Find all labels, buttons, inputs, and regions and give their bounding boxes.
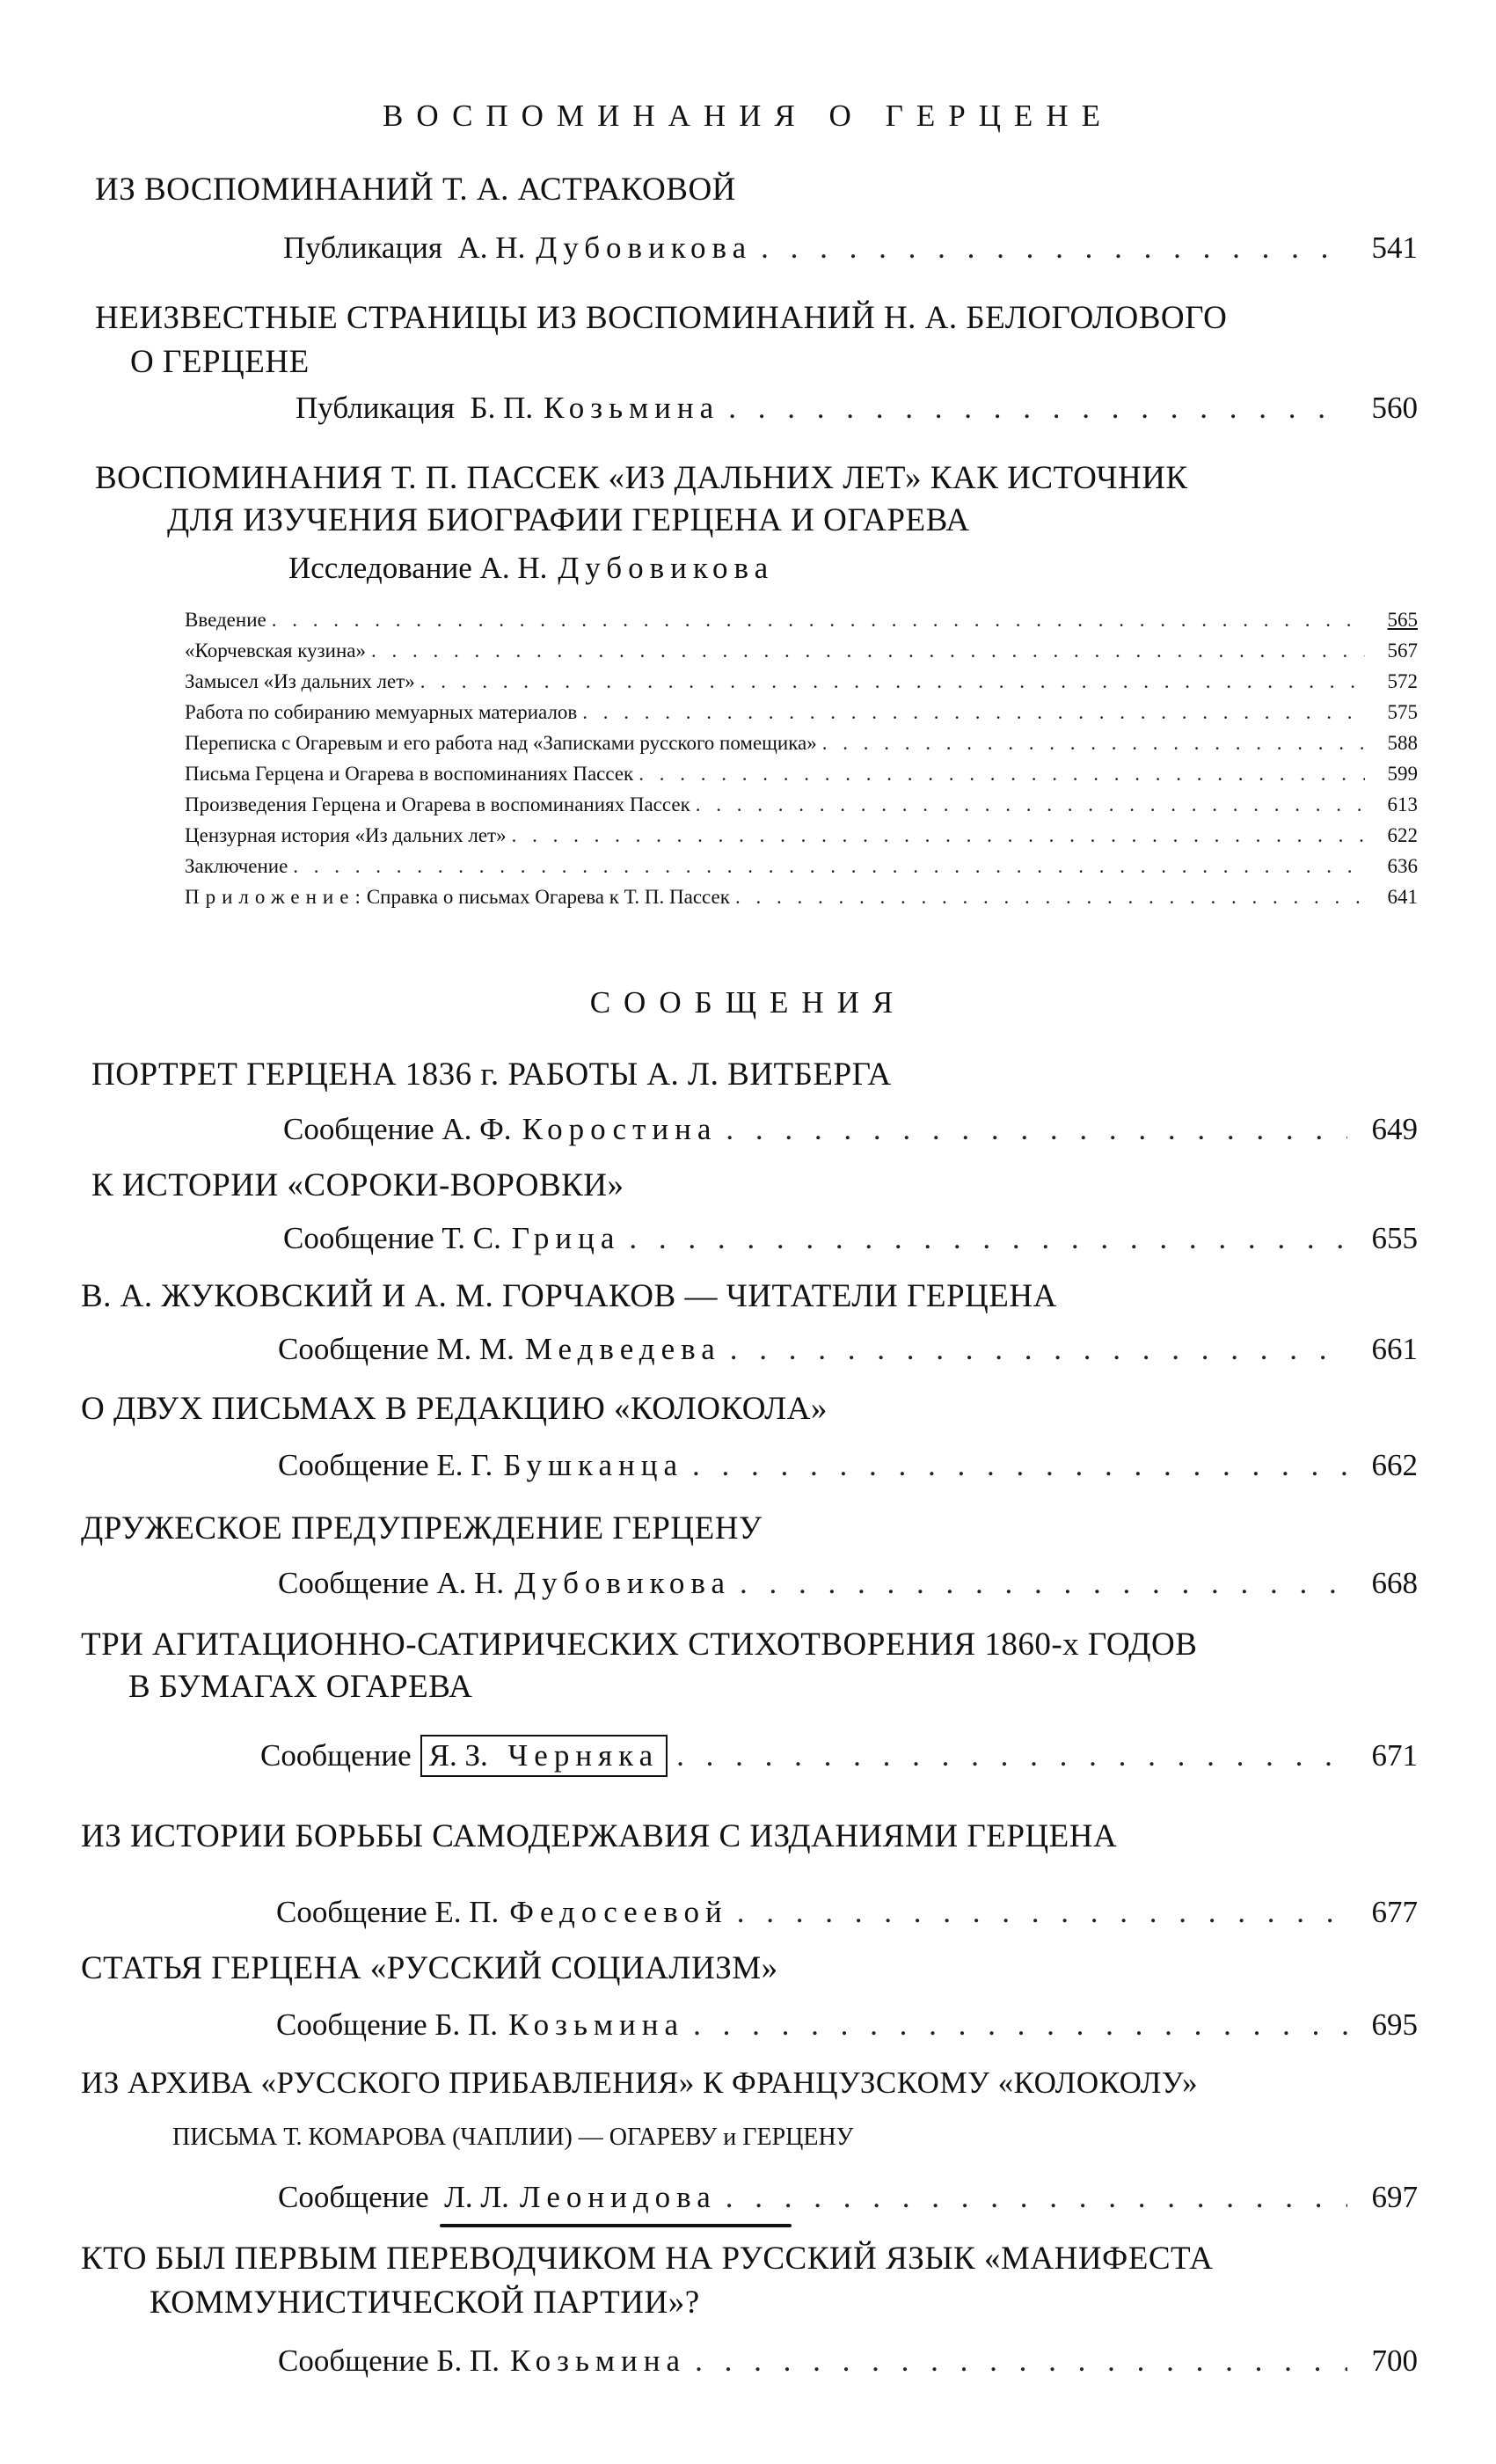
entry-author: Козьмина: [508, 2007, 685, 2042]
toc-item: [185, 732, 1418, 755]
entry-label: Сообщение Е. Г.: [278, 1448, 493, 1482]
dot-leader: [719, 391, 1347, 426]
entry-line: [276, 1895, 1418, 1930]
section-heading-messages: СООБЩЕНИЯ: [589, 985, 907, 1020]
dot-leader: [752, 230, 1347, 266]
page-number: 668: [1371, 1566, 1418, 1600]
toc-label: Письма Герцена и Огарева в воспоминаниях Пассек: [185, 763, 634, 785]
section-heading-memoirs: ВОСПОМИНАНИЯ О ГЕРЦЕНЕ: [383, 99, 1113, 133]
dot-leader: [577, 701, 1365, 724]
entry-author: Леонидова: [519, 2180, 717, 2214]
entry-title: О ДВУХ ПИСЬМАХ В РЕДАКЦИЮ «КОЛОКОЛА»: [81, 1391, 828, 1427]
dot-leader: [683, 1448, 1347, 1483]
toc-label: Справка о письмах Огарева к Т. П. Пассек: [366, 886, 730, 908]
entry-author: Дубовикова: [536, 230, 753, 265]
toc-item: [185, 824, 1418, 847]
dot-leader: [684, 2007, 1347, 2043]
dot-leader: [817, 732, 1365, 755]
entry-line: [296, 391, 1418, 426]
toc-page: 588: [1387, 732, 1418, 754]
entry-label: Сообщение Т. С.: [283, 1221, 501, 1255]
toc-item: [185, 701, 1418, 724]
dot-leader: [507, 824, 1365, 847]
entry-title: ТРИ АГИТАЦИОННО-САТИРИЧЕСКИХ СТИХОТВОРЕНИЯ 1860-х ГОДОВ: [81, 1627, 1198, 1663]
dot-leader: [668, 1738, 1347, 1773]
entry-line: [278, 2180, 1418, 2215]
toc-item: [185, 670, 1418, 693]
dot-leader: [620, 1221, 1347, 1256]
toc-page: 599: [1387, 763, 1418, 785]
hand-underline: [440, 2224, 792, 2227]
entry-title-cont: КОММУНИСТИЧЕСКОЙ ПАРТИИ»?: [150, 2285, 700, 2321]
entry-label: Сообщение А. Ф.: [283, 1112, 512, 1146]
toc-page: 622: [1387, 824, 1418, 846]
entry-author: Черняка: [507, 1738, 660, 1773]
entry-label: Публикация Б. П.: [296, 391, 534, 425]
entry-line: [288, 551, 774, 586]
toc-item: [185, 886, 1418, 909]
entry-author: Федосеевой: [509, 1895, 728, 1929]
entry-label: Сообщение А. Н.: [278, 1566, 505, 1600]
entry-title: К ИСТОРИИ «СОРОКИ-ВОРОВКИ»: [91, 1167, 624, 1203]
entry-line: [278, 2343, 1418, 2379]
entry-title: ВОСПОМИНАНИЯ Т. П. ПАССЕК «ИЗ ДАЛЬНИХ ЛЕТ» КАК ИСТОЧНИК: [95, 460, 1188, 496]
page-number: 560: [1371, 391, 1418, 425]
entry-line: [283, 1112, 1418, 1147]
entry-label: Сообщение Б. П.: [278, 2343, 500, 2378]
page-number: 661: [1371, 1332, 1418, 1366]
page-number: 655: [1371, 1221, 1418, 1255]
page-number: 541: [1371, 230, 1418, 265]
toc-label: Переписка с Огаревым и его работа над «Записками русского помещика»: [185, 732, 817, 754]
entry-title: В. А. ЖУКОВСКИЙ И А. М. ГОРЧАКОВ — ЧИТАТЕЛИ ГЕРЦЕНА: [81, 1278, 1057, 1314]
toc-page: 613: [1387, 793, 1418, 815]
toc-label: «Корчевская кузина»: [185, 640, 366, 662]
dot-leader: [266, 609, 1365, 632]
toc-page: 572: [1387, 670, 1418, 692]
toc-label: Работа по собиранию мемуарных материалов: [185, 701, 578, 723]
entry-author: Коростина: [522, 1112, 718, 1146]
dot-leader: [690, 793, 1365, 816]
entry-author: Дубовикова: [514, 1566, 731, 1600]
boxed-author: [420, 1735, 668, 1777]
toc-label: Произведения Герцена и Огарева в воспоминаниях Пассек: [185, 793, 690, 815]
entry-author: Грица: [511, 1221, 621, 1255]
dot-leader: [366, 640, 1365, 662]
page-number: 662: [1371, 1448, 1418, 1482]
entry-title: ДРУЖЕСКОЕ ПРЕДУПРЕЖДЕНИЕ ГЕРЦЕНУ: [81, 1510, 763, 1546]
toc-item: [185, 855, 1418, 878]
entry-line: [283, 230, 1418, 266]
dot-leader: [288, 855, 1365, 878]
entry-label: Сообщение М. М.: [278, 1332, 514, 1366]
page-number: 697: [1371, 2180, 1418, 2214]
entry-title: ИЗ ВОСПОМИНАНИЙ Т. А. АСТРАКОВОЙ: [95, 172, 736, 208]
toc-page: 636: [1387, 855, 1418, 877]
dot-leader: [633, 763, 1365, 786]
toc-label: Введение: [185, 609, 266, 631]
entry-label: Сообщение Л. Л.: [278, 2180, 509, 2214]
entry-line: [276, 2007, 1418, 2043]
entry-title: НЕИЗВЕСТНЫЕ СТРАНИЦЫ ИЗ ВОСПОМИНАНИЙ Н. А. БЕЛОГОЛОВОГО: [95, 300, 1228, 336]
toc-item: [185, 763, 1418, 786]
entry-author: Козьмина: [544, 391, 720, 425]
entry-title-cont: О ГЕРЦЕНЕ: [130, 344, 310, 380]
page-number: 649: [1371, 1112, 1418, 1146]
toc-label: Цензурная история «Из дальних лет»: [185, 824, 507, 846]
dot-leader: [731, 1566, 1347, 1601]
toc-page: 575: [1387, 701, 1418, 723]
entry-title: ИЗ ИСТОРИИ БОРЬБЫ САМОДЕРЖАВИЯ С ИЗДАНИЯМИ ГЕРЦЕНА: [81, 1818, 1118, 1854]
entry-title: ИЗ АРХИВА «РУССКОГО ПРИБАВЛЕНИЯ» К ФРАНЦУЗСКОМУ «КОЛОКОЛУ»: [81, 2066, 1198, 2100]
toc-label-spaced: Приложение:: [185, 886, 367, 908]
toc-page: 565: [1387, 609, 1418, 631]
entry-title-cont: В БУМАГАХ ОГАРЕВА: [128, 1669, 473, 1705]
entry-title: СТАТЬЯ ГЕРЦЕНА «РУССКИЙ СОЦИАЛИЗМ»: [81, 1950, 778, 1986]
page-number: 695: [1371, 2007, 1418, 2042]
toc-item: [185, 609, 1418, 632]
entry-title-cont: ДЛЯ ИЗУЧЕНИЯ БИОГРАФИИ ГЕРЦЕНА И ОГАРЕВА: [167, 502, 970, 538]
toc-page: 567: [1387, 640, 1418, 662]
entry-label: Сообщение Е. П.: [276, 1895, 500, 1929]
toc-item: [185, 640, 1418, 662]
entry-label: Публикация А. Н.: [283, 230, 526, 265]
toc-item: [185, 793, 1418, 816]
entry-label: Исследование А. Н.: [288, 551, 548, 585]
entry-subtitle: ПИСЬМА Т. КОМАРОВА (ЧАПЛИИ) — ОГАРЕВУ и ГЕРЦЕНУ: [172, 2124, 854, 2151]
entry-line: [278, 1566, 1418, 1601]
dot-leader: [721, 1332, 1347, 1367]
entry-author: Козьмина: [510, 2343, 687, 2378]
page-number: 671: [1371, 1738, 1418, 1773]
entry-author: Медведева: [524, 1332, 721, 1366]
entry-title: КТО БЫЛ ПЕРВЫМ ПЕРЕВОДЧИКОМ НА РУССКИЙ ЯЗЫК «МАНИФЕСТА: [81, 2241, 1214, 2277]
entry-title: ПОРТРЕТ ГЕРЦЕНА 1836 г. РАБОТЫ А. Л. ВИТБЕРГА: [91, 1057, 892, 1093]
toc-page: 641: [1387, 886, 1418, 908]
entry-line: [283, 1221, 1418, 1256]
toc-label: Замысел «Из дальних лет»: [185, 670, 415, 692]
page-number: 677: [1371, 1895, 1418, 1929]
page-number: 700: [1371, 2343, 1418, 2378]
entry-label: Сообщение: [260, 1738, 412, 1773]
entry-line: [260, 1735, 1418, 1777]
dot-leader: [717, 2180, 1347, 2215]
entry-label: Сообщение Б. П.: [276, 2007, 499, 2042]
entry-author: Бушканца: [503, 1448, 683, 1482]
entry-author-initials: Я. З.: [428, 1738, 488, 1773]
dot-leader: [686, 2343, 1347, 2379]
toc-label: Заключение: [185, 855, 288, 877]
entry-line: [278, 1448, 1418, 1483]
dot-leader: [717, 1112, 1347, 1147]
dot-leader: [730, 886, 1365, 909]
entry-author: Дубовикова: [558, 551, 775, 585]
dot-leader: [728, 1895, 1347, 1930]
dot-leader: [415, 670, 1365, 693]
entry-line: [278, 1332, 1418, 1367]
